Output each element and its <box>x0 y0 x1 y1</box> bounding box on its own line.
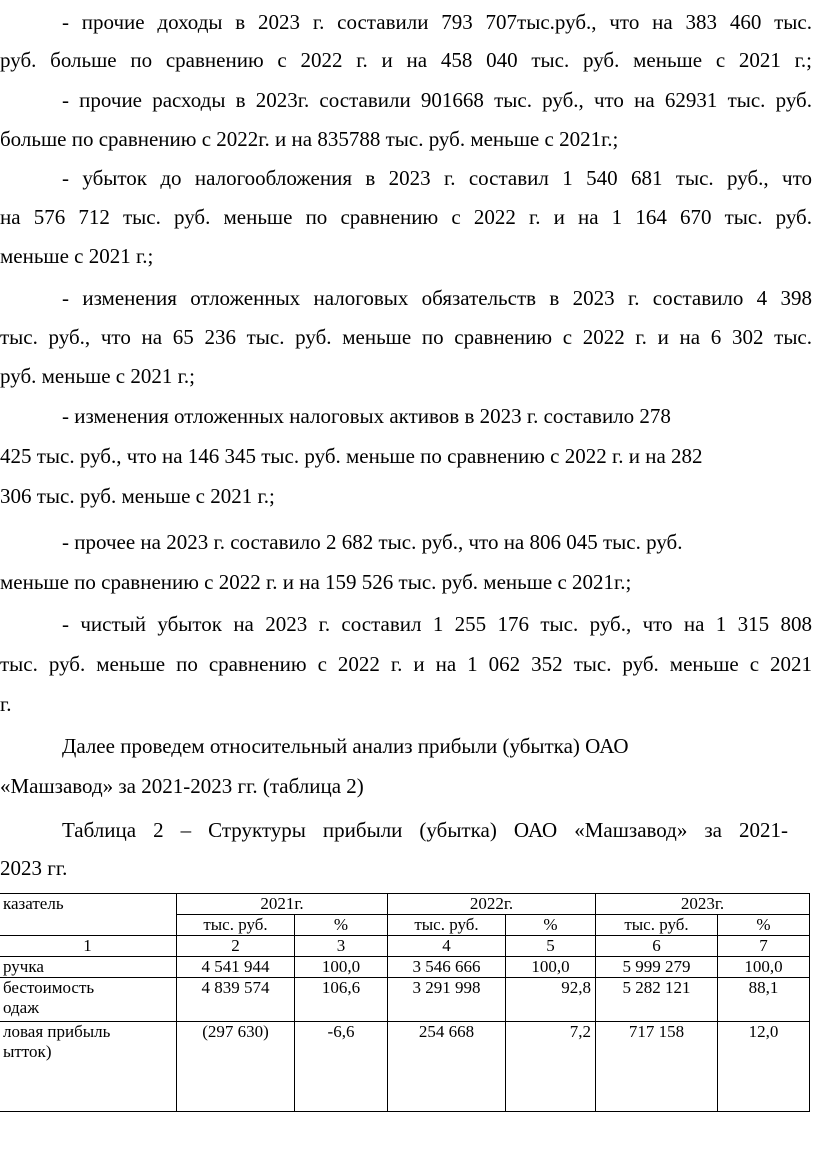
table-cell: 5 999 279 <box>596 957 718 978</box>
table-cell: -6,6 <box>295 1022 388 1112</box>
table-header-cell: % <box>506 915 596 936</box>
table-cell: ручка <box>0 957 177 978</box>
paragraph-line: меньше по сравнению с 2022 г. и на 159 526 тыс. руб. меньше с 2021г.; <box>0 570 632 594</box>
table-cell: (297 630) <box>177 1022 295 1112</box>
table-cell: 7 <box>718 936 810 957</box>
table-header-cell: тыс. руб. <box>177 915 295 936</box>
table-cell: 4 839 574 <box>177 978 295 1022</box>
table-cell: 4 541 944 <box>177 957 295 978</box>
paragraph-line: тыс. руб., что на 65 236 тыс. руб. меньше по сравнению с 2022 г. и на 6 302 тыс. <box>0 325 812 349</box>
row-label: бестоимость <box>3 978 95 997</box>
paragraph-line: 306 тыс. руб. меньше с 2021 г.; <box>0 484 275 508</box>
table-header-cell: 2021г. <box>177 894 388 915</box>
table-header-cell: % <box>295 915 388 936</box>
row-label-cont: ытток) <box>3 1042 52 1061</box>
table-row <box>0 957 810 978</box>
paragraph-line: 425 тыс. руб., что на 146 345 тыс. руб. меньше по сравнению с 2022 г. и на 282 <box>0 444 703 468</box>
table-cell: 254 668 <box>388 1022 506 1112</box>
paragraph-line: - прочее на 2023 г. составило 2 682 тыс. руб., что на 806 045 тыс. руб. <box>62 530 683 554</box>
table-cell: 12,0 <box>718 1022 810 1112</box>
paragraph-line: «Машзавод» за 2021-2023 гг. (таблица 2) <box>0 774 364 798</box>
table-cell: 2 <box>177 936 295 957</box>
profit-structure-table <box>0 893 810 1112</box>
table-cell: 100,0 <box>718 957 810 978</box>
table-header-cell: тыс. руб. <box>596 915 718 936</box>
paragraph-line: - убыток до налогообложения в 2023 г. составил 1 540 681 тыс. руб., что <box>62 166 812 190</box>
table-cell: 5 282 121 <box>596 978 718 1022</box>
paragraph-line: - изменения отложенных налоговых обязательств в 2023 г. составило 4 398 <box>62 286 812 310</box>
paragraph-line: меньше с 2021 г.; <box>0 244 154 268</box>
paragraph-line: Далее проведем относительный анализ прибыли (убытка) ОАО <box>62 734 629 758</box>
table-row <box>0 1022 810 1112</box>
paragraph-line: - прочие доходы в 2023 г. составили 793 707тыс.руб., что на 383 460 тыс. <box>62 10 812 34</box>
table-header-cell: казатель <box>0 894 177 936</box>
table-cell: 3 291 998 <box>388 978 506 1022</box>
table-cell <box>0 978 177 1022</box>
table-cell: 3 546 666 <box>388 957 506 978</box>
table-cell: 88,1 <box>718 978 810 1022</box>
table-cell <box>0 1022 177 1112</box>
table-cell: 7,2 <box>506 1022 596 1112</box>
row-label: ловая прибыль <box>3 1022 111 1041</box>
table-cell: 5 <box>506 936 596 957</box>
table-cell: 4 <box>388 936 506 957</box>
table-header-cell: 2023г. <box>596 894 810 915</box>
table-header-row <box>0 894 810 915</box>
table-cell: 92,8 <box>506 978 596 1022</box>
table-cell: 6 <box>596 936 718 957</box>
table-header-cell: % <box>718 915 810 936</box>
paragraph-line: - чистый убыток на 2023 г. составил 1 255 176 тыс. руб., что на 1 315 808 <box>62 612 812 636</box>
table-cell: 100,0 <box>506 957 596 978</box>
table-cell: 717 158 <box>596 1022 718 1112</box>
paragraph-line: - прочие расходы в 2023г. составили 901668 тыс. руб., что на 62931 тыс. руб. <box>62 88 812 112</box>
row-label-cont: одаж <box>3 998 39 1017</box>
paragraph-line: руб. меньше с 2021 г.; <box>0 364 195 388</box>
table-cell: 3 <box>295 936 388 957</box>
paragraph-line: - изменения отложенных налоговых активов в 2023 г. составило 278 <box>62 404 671 428</box>
table-cell: 106,6 <box>295 978 388 1022</box>
paragraph-line: г. <box>0 692 12 716</box>
paragraph-line: больше по сравнению с 2022г. и на 835788 тыс. руб. меньше с 2021г.; <box>0 127 619 151</box>
table-caption: 2023 гг. <box>0 856 68 880</box>
table-cell: 100,0 <box>295 957 388 978</box>
table-number-row <box>0 936 810 957</box>
paragraph-line: руб. больше по сравнению с 2022 г. и на 458 040 тыс. руб. меньше с 2021 г.; <box>0 48 812 72</box>
paragraph-line: на 576 712 тыс. руб. меньше по сравнению с 2022 г. и на 1 164 670 тыс. руб. <box>0 205 812 229</box>
table-row <box>0 978 810 1022</box>
table-header-cell: тыс. руб. <box>388 915 506 936</box>
table-caption: Таблица 2 – Структуры прибыли (убытка) ОАО «Машзавод» за 2021- <box>62 818 788 842</box>
table-cell: 1 <box>0 936 177 957</box>
table-header-cell: 2022г. <box>388 894 596 915</box>
paragraph-line: тыс. руб. меньше по сравнению с 2022 г. и на 1 062 352 тыс. руб. меньше с 2021 <box>0 652 812 676</box>
